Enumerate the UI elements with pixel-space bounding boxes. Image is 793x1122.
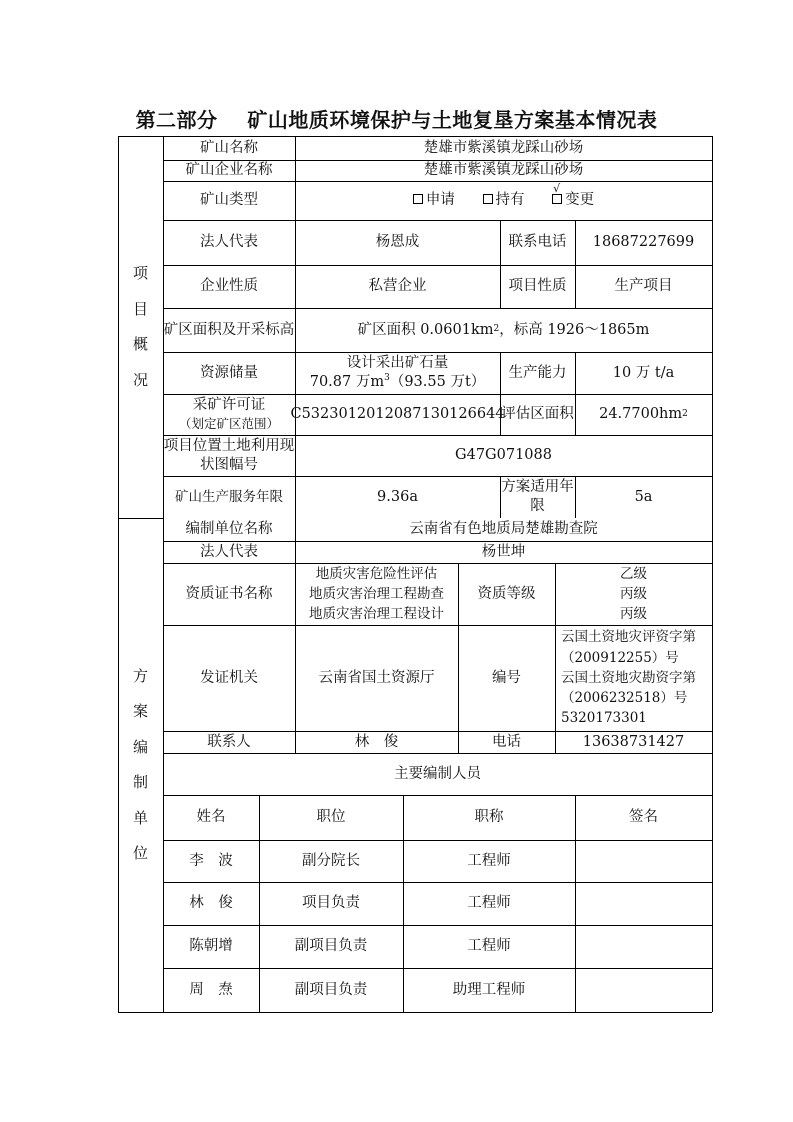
field-text: 杨恩成 <box>375 234 420 251</box>
staff-cell <box>259 925 403 968</box>
field-text: 5a <box>634 488 653 505</box>
license <box>290 394 505 435</box>
field-text: 生产能力 <box>508 364 567 381</box>
mine-name-label <box>163 136 295 160</box>
reserve-value <box>295 352 500 394</box>
checkbox-icon[interactable] <box>483 194 493 204</box>
header-char: 目 <box>132 299 148 318</box>
service-label <box>163 476 295 518</box>
mine-name <box>295 136 712 160</box>
project-overview-header <box>118 136 163 518</box>
option-hold[interactable] <box>483 191 525 210</box>
staff-cell <box>403 968 575 1012</box>
unit-label <box>163 518 295 541</box>
staff-cell <box>575 882 712 925</box>
staff-cell <box>403 882 575 925</box>
numbers <box>555 625 712 731</box>
tel-label <box>458 731 555 753</box>
staff-header-1 <box>259 795 403 840</box>
map <box>295 435 712 476</box>
staff-cell <box>403 840 575 882</box>
field-text: 70.87 万m <box>309 374 385 390</box>
check-mark-icon: √ <box>553 182 561 196</box>
option-apply[interactable] <box>413 191 455 210</box>
field-text: 方案适用年限 <box>501 479 574 514</box>
field-text: 工程师 <box>467 938 511 955</box>
field-text: 签名 <box>629 809 658 826</box>
service <box>295 476 500 518</box>
field-text: 设计采出矿石量 <box>346 355 449 372</box>
field-text: 李 波 <box>189 852 233 869</box>
field-text: 工程师 <box>467 852 511 869</box>
field-text: 编制单位名称 <box>185 521 273 538</box>
number-label <box>458 625 555 731</box>
issuer <box>295 625 458 731</box>
field-text: 项目性质 <box>508 278 567 295</box>
field-text: 变更 <box>565 192 595 209</box>
header-char: 项 <box>132 264 148 282</box>
staff-cell <box>163 925 259 968</box>
field-text: 地质灾害治理工程勘查 <box>309 585 444 602</box>
field-text: 周 焘 <box>189 981 233 998</box>
tel <box>555 731 712 753</box>
staff-cell <box>259 968 403 1012</box>
field-text: 陈朝增 <box>189 938 233 955</box>
field-text: 主要编制人员 <box>394 765 481 782</box>
area-label <box>163 308 295 352</box>
issuer-label <box>163 625 295 731</box>
field-text: 副项目负责 <box>294 938 368 955</box>
staff-header-0 <box>163 795 259 840</box>
staff-title <box>163 753 712 795</box>
field-text: 24.7700hm <box>599 406 683 423</box>
staff-header-3 <box>575 795 712 840</box>
nature <box>295 265 500 308</box>
contact <box>295 731 458 753</box>
field-text: 18687227699 <box>592 234 695 251</box>
field-text: 10 万 t/a <box>612 364 675 381</box>
plan-unit-header <box>118 518 163 1012</box>
field-text: 矿山生产服务年限 <box>175 488 283 505</box>
field-text: 电话 <box>492 733 521 750</box>
field-text: 姓名 <box>196 809 226 826</box>
field-text: 助理工程师 <box>452 981 526 998</box>
field-text: 职称 <box>474 809 504 826</box>
page-title <box>0 104 793 133</box>
field-text: 云国土资地灾勘资字第（2006232518）号 <box>561 669 696 707</box>
staff-cell <box>575 968 712 1012</box>
field-text: 法人代表 <box>200 543 258 560</box>
field-text: （93.55 万t） <box>389 374 486 390</box>
field-text: 申请 <box>425 192 455 209</box>
section-header-unit <box>133 659 148 872</box>
field-text: 资质证书名称 <box>185 585 273 602</box>
phone <box>575 220 712 265</box>
field-text: 矿山类型 <box>200 192 258 209</box>
section-header-project <box>133 256 148 398</box>
option-change[interactable] <box>552 182 595 210</box>
area-value <box>295 308 712 352</box>
staff-cell <box>259 882 403 925</box>
header-char: 案 <box>132 702 148 720</box>
eval <box>575 394 712 435</box>
staff-header-2 <box>403 795 575 840</box>
sup: 2 <box>493 324 500 335</box>
phone-label <box>500 220 575 265</box>
field-text: 矿山企业名称 <box>185 162 273 179</box>
field-text: 编号 <box>492 669 521 686</box>
field-text: 副项目负责 <box>294 981 368 998</box>
header-char: 单 <box>132 808 148 827</box>
nature-label <box>163 265 295 308</box>
field-text: 项目位置土地利用现状图幅号 <box>163 437 295 473</box>
field-text: 企业性质 <box>200 278 258 295</box>
header-char: 况 <box>132 370 148 389</box>
certs <box>295 563 458 625</box>
plan-years-label <box>500 476 575 518</box>
field-text: 云南省国土资源厅 <box>318 669 435 686</box>
field-text: 云国土资地灾评资字第（200912255）号 <box>561 629 696 666</box>
field-text: 林 俊 <box>189 895 233 912</box>
staff-cell <box>163 968 259 1012</box>
field-text: 采矿许可证 <box>192 396 266 413</box>
field-text: 楚雄市紫溪镇龙踩山砂场 <box>423 162 584 179</box>
field-text: G47G071088 <box>455 447 552 464</box>
field-text: 林 俊 <box>354 733 399 750</box>
field-text: 项目负责 <box>302 895 360 912</box>
field-text: 资质等级 <box>477 585 536 602</box>
field-text: 13638731427 <box>582 733 685 750</box>
field-text: 9.36a <box>377 488 418 505</box>
field-text: 丙级 <box>620 585 647 602</box>
sup: 2 <box>682 408 688 419</box>
field-text: 矿区面积及开采标高 <box>163 321 295 338</box>
capacity-label <box>500 352 575 394</box>
company-label <box>163 160 295 181</box>
cert-label <box>163 563 295 625</box>
field-text: 副分院长 <box>302 852 360 869</box>
proj-nature-label <box>500 265 575 308</box>
field-text: ，标高 1926～1865m <box>499 321 650 338</box>
header-char: 位 <box>132 844 148 862</box>
header-char: 方 <box>132 666 148 685</box>
field-text: 发证机关 <box>200 669 258 686</box>
field-text: C5323012012087130126644 <box>290 406 505 423</box>
plan-years <box>575 476 712 518</box>
license-label <box>163 394 295 435</box>
grade-label <box>458 563 555 625</box>
field-text: 法人代表 <box>200 234 258 251</box>
field-text: 丙级 <box>620 606 647 623</box>
legal2 <box>295 541 712 563</box>
staff-cell <box>575 840 712 882</box>
map-label <box>163 435 295 476</box>
field-text: 联系电话 <box>508 234 567 251</box>
type-label <box>163 181 295 220</box>
staff-cell <box>575 925 712 968</box>
proj-nature <box>575 265 712 308</box>
sup: 3 <box>384 373 390 384</box>
header-char: 概 <box>132 335 148 353</box>
field-text: 工程师 <box>467 895 511 912</box>
checkbox-checked-icon[interactable] <box>552 182 565 210</box>
field-text: 乙级 <box>620 565 647 582</box>
legal2-label <box>163 541 295 563</box>
field-text: 联系人 <box>207 733 251 750</box>
field-text: 地质灾害危险性评估 <box>315 565 438 582</box>
field-text: 评估区面积 <box>501 406 574 423</box>
company <box>295 160 712 181</box>
title-name: 矿山地质环境保护与土地复垦方案基本情况表 <box>247 108 658 132</box>
field-text: 私营企业 <box>368 278 427 295</box>
staff-cell <box>259 840 403 882</box>
field-text: 杨世坤 <box>481 543 526 560</box>
rule-v <box>712 136 713 1012</box>
staff-cell <box>403 925 575 968</box>
title-part: 第二部分 <box>135 108 218 132</box>
header-char: 制 <box>132 773 148 791</box>
grades <box>555 563 712 625</box>
legal-label <box>163 220 295 265</box>
staff-cell <box>163 882 259 925</box>
contact-label <box>163 731 295 753</box>
capacity <box>575 352 712 394</box>
field-text: 生产项目 <box>614 278 673 295</box>
checkbox-icon[interactable] <box>413 194 423 204</box>
field-text: 职位 <box>316 809 346 826</box>
field-text: 持有 <box>495 192 525 209</box>
field-text: 楚雄市紫溪镇龙踩山砂场 <box>423 139 584 156</box>
staff-cell <box>163 840 259 882</box>
unit <box>295 518 712 541</box>
field-text: （划定矿区范围） <box>178 415 279 431</box>
header-char: 编 <box>132 737 148 756</box>
reserve-label <box>163 352 295 394</box>
rule-h <box>118 1012 712 1013</box>
field-text: 地质灾害治理工程设计 <box>309 606 444 623</box>
mine-type-options <box>295 181 712 220</box>
eval-label <box>500 394 575 435</box>
field-text: 5320173301 <box>561 710 647 727</box>
field-text: 云南省有色地质局楚雄勘查院 <box>409 521 598 538</box>
field-text: 矿区面积 0.0601km <box>357 321 494 338</box>
field-text: 资源储量 <box>200 364 258 381</box>
legal <box>295 220 500 265</box>
field-text: 矿山名称 <box>200 139 258 156</box>
